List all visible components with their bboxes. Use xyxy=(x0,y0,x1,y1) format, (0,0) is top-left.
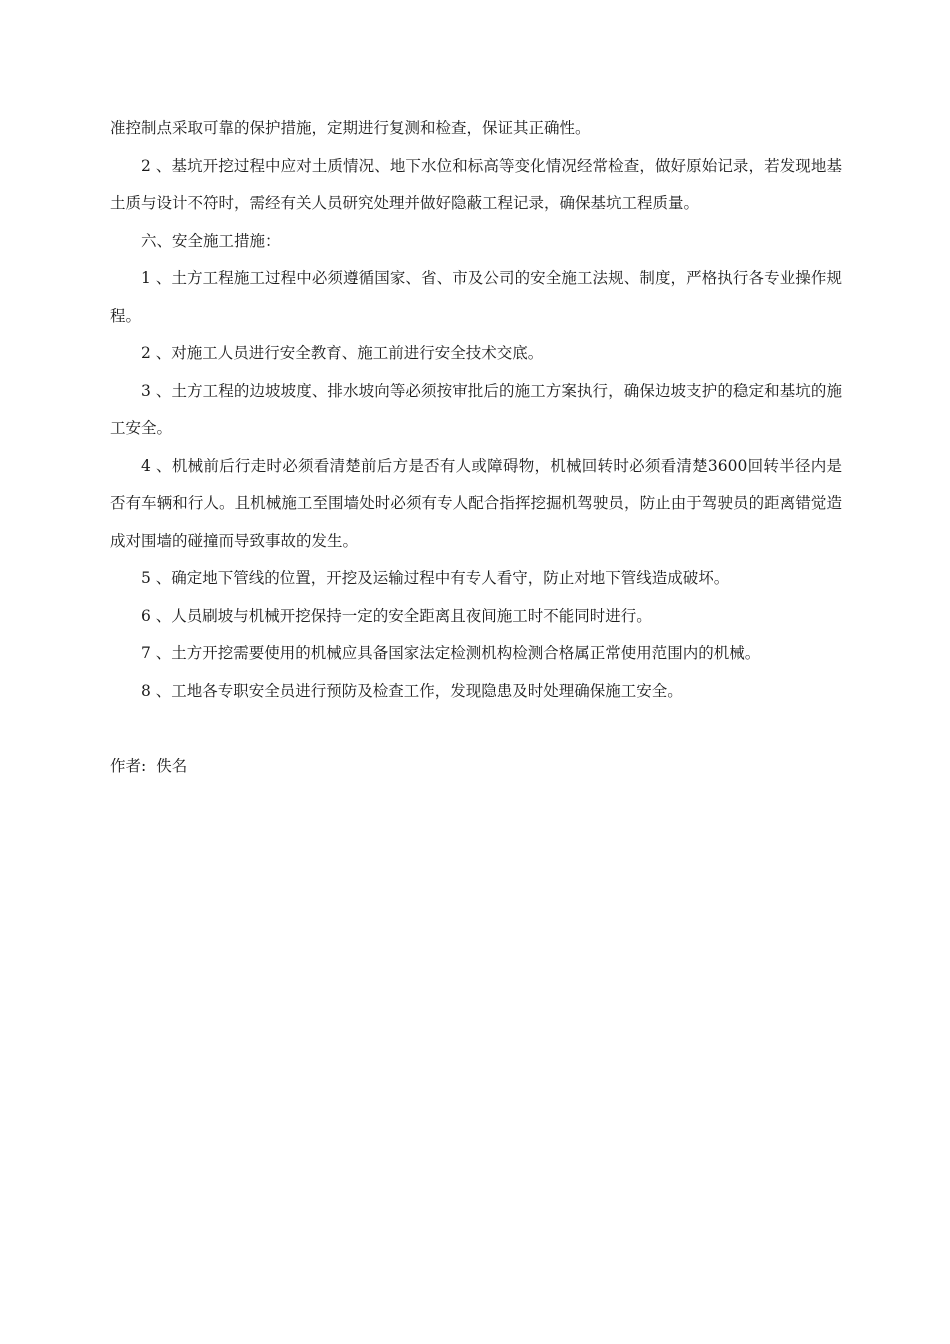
author-label: 作者: xyxy=(110,757,147,775)
section-heading-safety: 六、安全施工措施： xyxy=(141,231,281,250)
author-name: 佚名 xyxy=(156,757,188,775)
paragraph-continuation: 准控制点采取可靠的保护措施，定期进行复测和检查，保证其正确性。 xyxy=(110,119,591,137)
paragraph-item-1: 1 、土方工程施工过程中必须遵循国家、省、市及公司的安全施工法规、制度，严格执行各专业操作规程。 xyxy=(110,269,842,325)
paragraph-item-6: 6 、人员刷坡与机械开挖保持一定的安全距离且夜间施工时不能同时进行。 xyxy=(141,606,652,625)
author-line xyxy=(110,748,187,786)
paragraph-item-2: 2 、对施工人员进行安全教育、施工前进行安全技术交底。 xyxy=(141,344,544,362)
paragraph-item-7: 7 、土方开挖需要使用的机械应具备国家法定检测机构检测合格属正常使用范围内的机械。 xyxy=(141,644,761,662)
document-body xyxy=(110,110,842,710)
paragraph-item-5: 5 、确定地下管线的位置，开挖及运输过程中有专人看守，防止对地下管线造成破坏。 xyxy=(141,569,730,587)
paragraph-item-4: 4 、机械前后行走时必须看清楚前后方是否有人或障碍物，机械回转时必须看清楚3600回转半径内是否有车辆和行人。且机械施工至围墙处时必须有专人配合指挥挖掘机驾驶员，防止由于驾驶员的距离错觉造成对围墙的碰撞而导致事故的发生。 xyxy=(110,456,842,550)
paragraph-item-8: 8 、工地各专职安全员进行预防及检查工作，发现隐患及时处理确保施工安全。 xyxy=(141,681,683,700)
paragraph-item-2-quality: 2 、基坑开挖过程中应对土质情况、地下水位和标高等变化情况经常检查，做好原始记录，若发现地基土质与设计不符时，需经有关人员研究处理并做好隐蔽工程记录，确保基坑工程质量。 xyxy=(110,156,842,212)
paragraph-item-3: 3 、土方工程的边坡坡度、排水坡向等必须按审批后的施工方案执行，确保边坡支护的稳定和基坑的施工安全。 xyxy=(110,381,842,437)
